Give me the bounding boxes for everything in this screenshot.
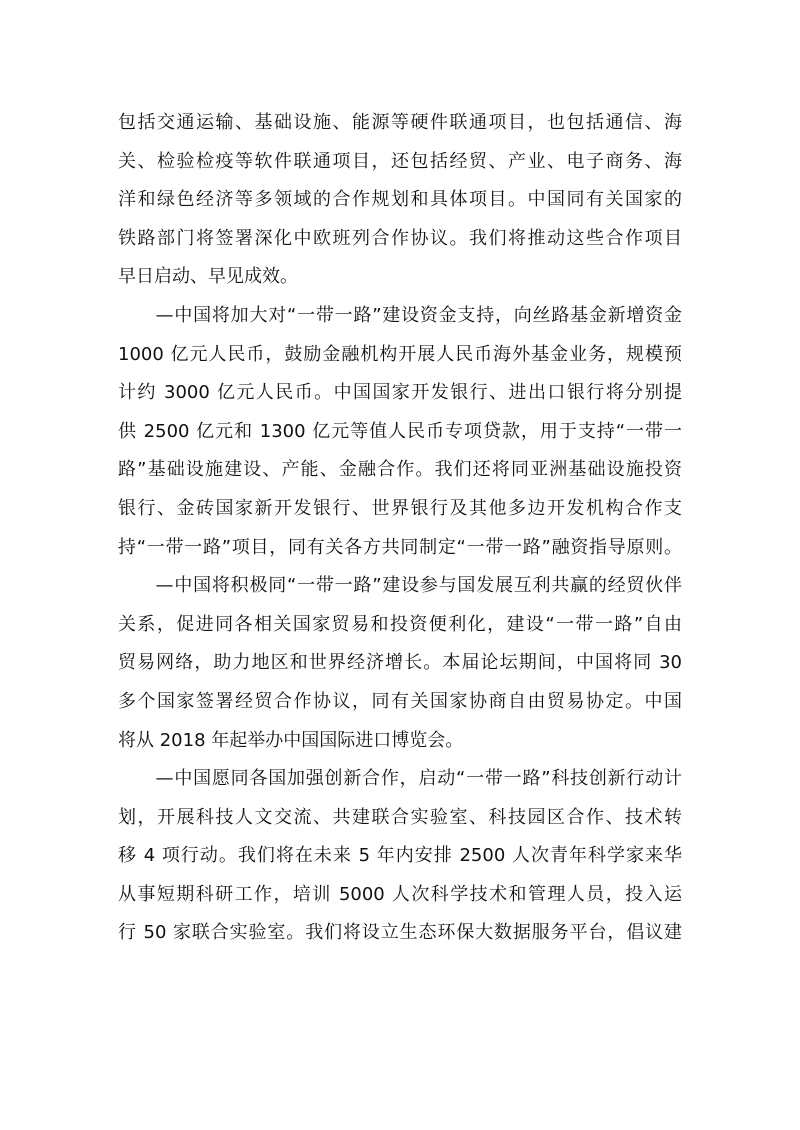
text-line: 持“一带一路”项目，同有关各方共同制定“一带一路”融资指导原则。 [118, 536, 682, 558]
text-line: 路”基础设施建设、产能、金融合作。我们还将同亚洲基础设施投资 [118, 459, 682, 481]
text-line: 包括交通运输、基础设施、能源等硬件联通项目，也包括通信、海 [118, 112, 682, 133]
text-line: 铁路部门将签署深化中欧班列合作协议。我们将推动这些合作项目 [118, 227, 682, 249]
text-line: 关、检验检疫等软件联通项目，还包括经贸、产业、电子商务、海 [118, 150, 682, 172]
text-line: 贸易网络，助力地区和世界经济增长。本届论坛期间，中国将同 30 [118, 652, 682, 674]
text-line: 将从 2018 年起举办中国国际进口博览会。 [118, 729, 464, 751]
text-line: 计约 3000 亿元人民币。中国国家开发银行、进出口银行将分别提 [118, 382, 682, 404]
text-line: 银行、金砖国家新开发银行、世界银行及其他多边开发机构合作支 [118, 497, 682, 519]
text-line: —中国将加大对“一带一路”建设资金支持，向丝路基金新增资金 [118, 304, 682, 326]
text-line: 关系，促进同各相关国家贸易和投资便利化，建设“一带一路”自由 [118, 613, 682, 635]
text-line: 供 2500 亿元和 1300 亿元等值人民币专项贷款，用于支持“一带一 [118, 420, 682, 442]
text-line: 1000 亿元人民币，鼓励金融机构开展人民币海外基金业务，规模预 [118, 343, 682, 365]
text-line: 多个国家签署经贸合作协议，同有关国家协商自由贸易协定。中国 [118, 690, 682, 712]
text-line: 行 50 家联合实验室。我们将设立生态环保大数据服务平台，倡议建 [118, 922, 682, 944]
text-line: 早日启动、早见成效。 [118, 266, 298, 288]
text-line: —中国愿同各国加强创新合作，启动“一带一路”科技创新行动计 [118, 768, 682, 790]
body-text [118, 104, 682, 953]
text-line: 洋和绿色经济等多领域的合作规划和具体项目。中国同有关国家的 [118, 189, 682, 211]
text-line: 移 4 项行动。我们将在未来 5 年内安排 2500 人次青年科学家来华 [118, 845, 682, 867]
text-line: 从事短期科研工作，培训 5000 人次科学技术和管理人员，投入运 [118, 883, 682, 905]
text-line: —中国将积极同“一带一路”建设参与国发展互利共赢的经贸伙伴 [118, 575, 682, 597]
text-line: 划，开展科技人文交流、共建联合实验室、科技园区合作、技术转 [118, 806, 682, 828]
